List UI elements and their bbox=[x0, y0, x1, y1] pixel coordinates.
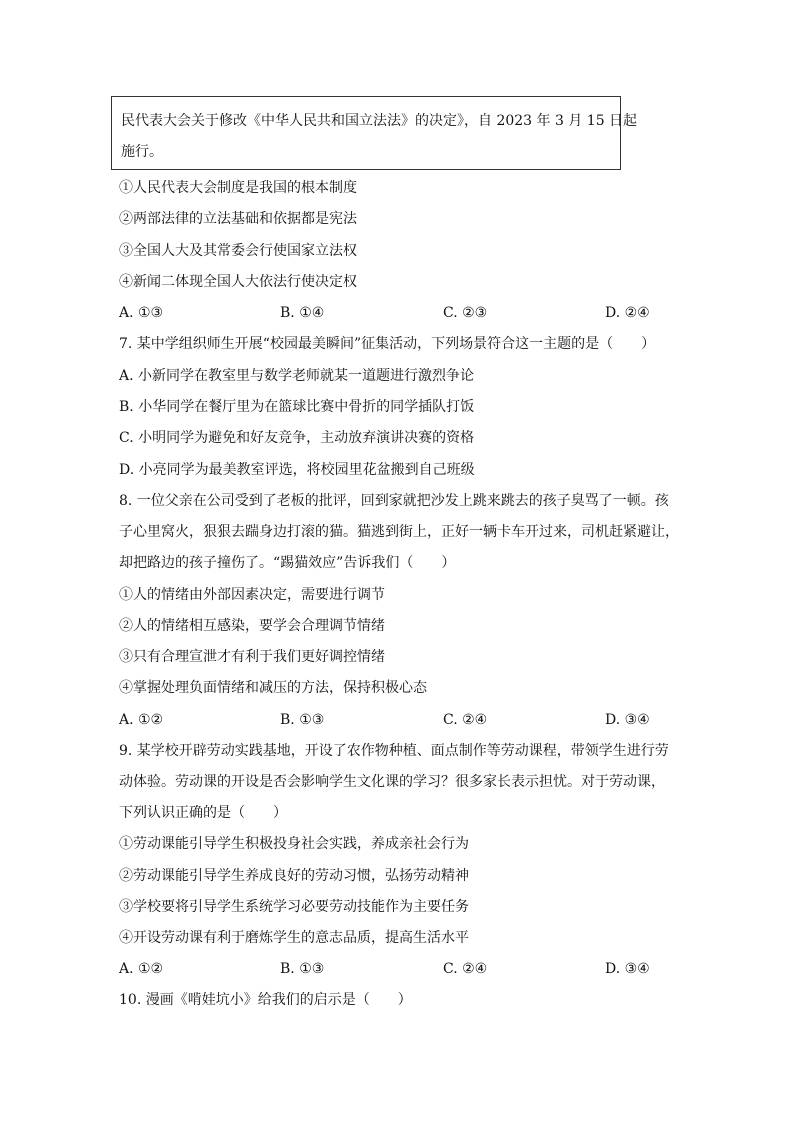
q6-statement-3: ③全国人大及其常委会行使国家立法权 bbox=[119, 243, 357, 259]
q8-statement-1: ①人的情绪由外部因素决定，需要进行调节 bbox=[119, 587, 385, 603]
q9-option-d: D. ③④ bbox=[605, 961, 650, 977]
q9-stem-line-2: 动体验。劳动课的开设是否会影响学生文化课的学习？很多家长表示担忧。对于劳动课， bbox=[119, 774, 665, 790]
q9-statement-3: ③学校要将引导学生系统学习必要劳动技能作为主要任务 bbox=[119, 899, 469, 915]
q6-option-d: D. ②④ bbox=[605, 305, 650, 321]
q8-option-b: B. ①③ bbox=[280, 712, 325, 728]
q8-statement-3: ③只有合理宣泄才有利于我们更好调控情绪 bbox=[119, 649, 385, 665]
q9-stem-line-1: 9. 某学校开辟劳动实践基地，开设了农作物种植、面点制作等劳动课程，带领学生进行劳 bbox=[119, 743, 669, 759]
q8-statement-4: ④掌握处理负面情绪和减压的方法，保持积极心态 bbox=[119, 680, 427, 696]
q7-option-a: A. 小新同学在教室里与数学老师就某一道题进行激烈争论 bbox=[119, 368, 475, 384]
context-line-2: 施行。 bbox=[121, 144, 163, 160]
context-box bbox=[111, 96, 638, 170]
q9-option-c: C. ②④ bbox=[443, 961, 488, 977]
context-line-1: 民代表大会关于修改《中华人民共和国立法法》的决定》，自 2023 年 3 月 15 日起 bbox=[121, 113, 638, 129]
q6-statement-4: ④新闻二体现全国人大依法行使决定权 bbox=[119, 274, 357, 290]
q6-statement-1: ①人民代表大会制度是我国的根本制度 bbox=[119, 180, 357, 196]
q8-stem-line-3: 却把路边的孩子撞伤了。“踢猫效应”告诉我们（ ） bbox=[119, 555, 456, 571]
q6-statement-2: ②两部法律的立法基础和依据都是宪法 bbox=[119, 211, 357, 227]
q6-option-c: C. ②③ bbox=[443, 305, 488, 321]
q8-option-d: D. ③④ bbox=[605, 712, 650, 728]
q8-stem-line-2: 子心里窝火，狠狠去踹身边打滚的猫。猫逃到街上，正好一辆卡车开过来，司机赶紧避让， bbox=[119, 524, 679, 540]
q9-statement-1: ①劳动课能引导学生积极投身社会实践，养成亲社会行为 bbox=[119, 836, 469, 852]
q7-option-c: C. 小明同学为避免和好友竞争，主动放弃演讲决赛的资格 bbox=[119, 430, 475, 446]
q9-statement-2: ②劳动课能引导学生养成良好的劳动习惯，弘扬劳动精神 bbox=[119, 868, 469, 884]
q7-stem: 7. 某中学组织师生开展“校园最美瞬间”征集活动，下列场景符合这一主题的是（ ） bbox=[119, 336, 656, 352]
q7-option-d: D. 小亮同学为最美教室评选，将校园里花盆搬到自己班级 bbox=[119, 462, 475, 478]
q7-option-b: B. 小华同学在餐厅里为在篮球比赛中骨折的同学插队打饭 bbox=[119, 399, 475, 415]
q10-stem: 10. 漫画《啃娃坑小》给我们的启示是（ ） bbox=[119, 992, 412, 1008]
q9-option-a: A. ①② bbox=[119, 961, 164, 977]
q9-statement-4: ④开设劳动课有利于磨炼学生的意志品质，提高生活水平 bbox=[119, 930, 469, 946]
q6-option-a: A. ①③ bbox=[119, 305, 164, 321]
q8-statement-2: ②人的情绪相互感染，要学会合理调节情绪 bbox=[119, 618, 385, 634]
q9-stem-line-3: 下列认识正确的是（ ） bbox=[119, 805, 287, 821]
q8-option-c: C. ②④ bbox=[443, 712, 488, 728]
q6-option-b: B. ①④ bbox=[280, 305, 325, 321]
q8-option-a: A. ①② bbox=[119, 712, 164, 728]
q9-option-b: B. ①③ bbox=[280, 961, 325, 977]
q8-stem-line-1: 8. 一位父亲在公司受到了老板的批评，回到家就把沙发上跳来跳去的孩子臭骂了一顿。孩 bbox=[119, 493, 669, 509]
